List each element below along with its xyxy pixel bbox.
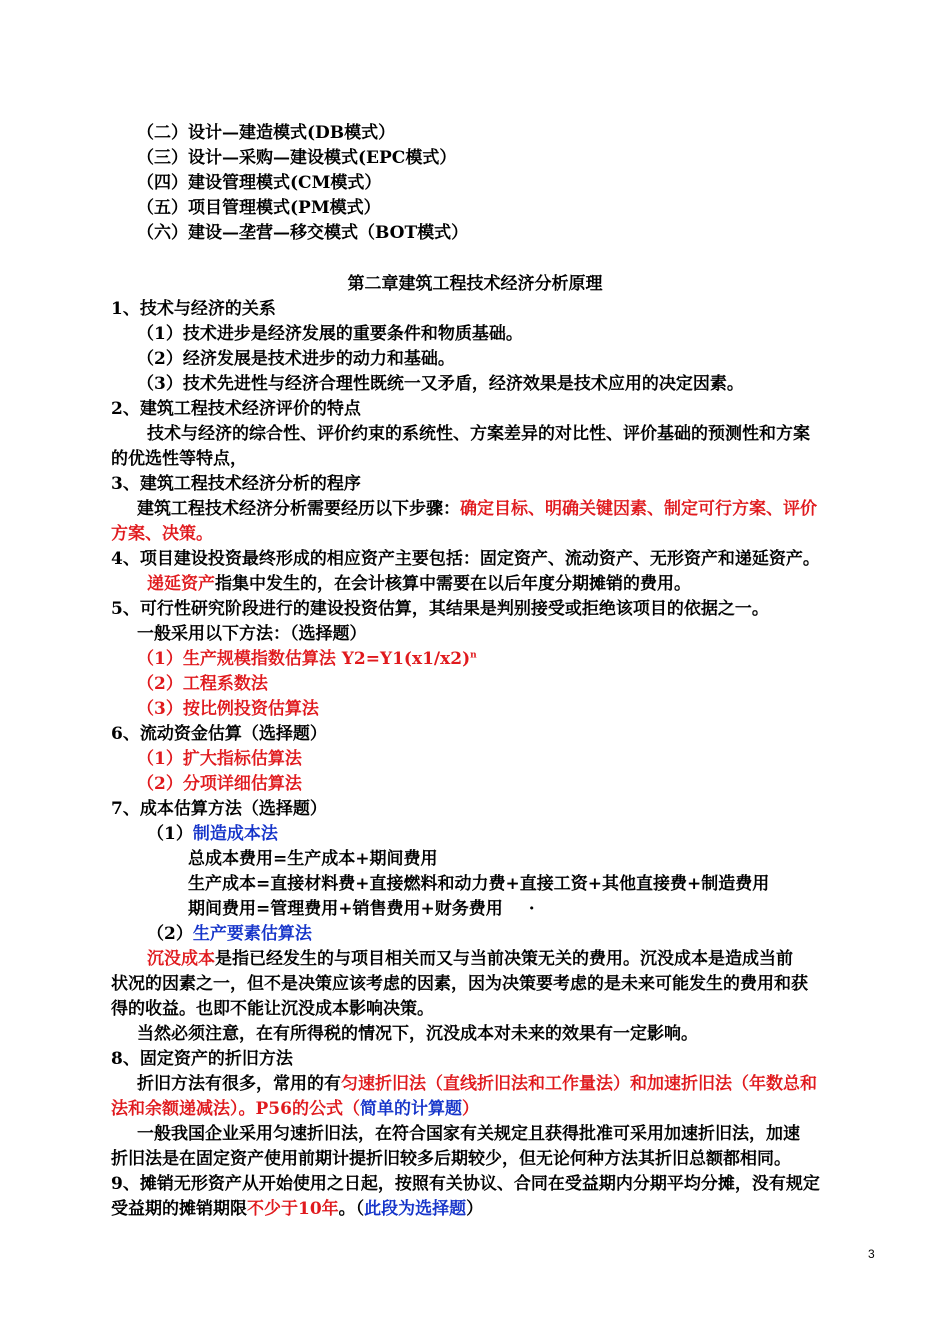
superscript: n (470, 650, 477, 661)
mode-item: （二）设计—建造模式(DB模式） (137, 123, 396, 143)
section-heading: 5、可行性研究阶段进行的建设投资估算，其结果是判别接受或拒绝该项目的依据之一。 (111, 599, 769, 619)
list-item: （2）工程系数法 (137, 674, 268, 694)
highlight-blue: 此段为选择题 (364, 1199, 467, 1219)
text: ） (466, 1199, 484, 1219)
paragraph-line: 状况的因素之一，但不是决策应该考虑的因素，因为决策要考虑的是未来可能发生的费用和获 (111, 974, 808, 994)
page-number: 3 (868, 1247, 875, 1261)
section-heading: 8、固定资产的折旧方法 (111, 1049, 293, 1069)
highlight-red: ） (461, 1099, 479, 1119)
text: 期间费用=管理费用+销售费用+财务费用 (188, 899, 503, 919)
text: 。（ (338, 1199, 365, 1219)
mode-item: （三）设计—采购—建设模式(EPC模式） (137, 148, 457, 168)
list-item: （3）按比例投资估算法 (137, 699, 319, 719)
highlight-red: 方案、决策。 (111, 524, 213, 544)
list-item: （2）分项详细估算法 (137, 774, 302, 794)
formula-line: 生产成本=直接材料费+直接燃料和动力费+直接工资+其他直接费+制造费用 (188, 874, 770, 894)
highlight-red: 匀速折旧法（直线折旧法和工作量法）和加速折旧法（年数总和 (341, 1074, 817, 1094)
formula-line: 总成本费用=生产成本+期间费用 (188, 849, 438, 869)
section-heading: 1、技术与经济的关系 (111, 299, 276, 319)
paragraph-line (147, 948, 950, 970)
paragraph-line: 技术与经济的综合性、评价约束的系统性、方案差异的对比性、评价基础的预测性和方案 (147, 424, 810, 444)
paragraph-line (137, 1073, 950, 1095)
chapter-title: 第二章建筑工程技术经济分析原理 (347, 274, 603, 294)
mode-item: （四）建设管理模式(CM模式） (137, 173, 382, 193)
highlight-red: 确定目标、明确关键因素、制定可行方案、评价 (460, 499, 817, 519)
paragraph-line: 得的收益。也即不能让沉没成本影响决策。 (111, 999, 434, 1019)
section-heading: 4、项目建设投资最终形成的相应资产主要包括：固定资产、流动资产、无形资产和递延资产。 (111, 549, 820, 569)
paragraph-line: 当然必须注意，在有所得税的情况下，沉没成本对未来的效果有一定影响。 (137, 1024, 698, 1044)
section-heading: 9、摊销无形资产从开始使用之日起，按照有关协议、合同在受益期内分期平均分摊，没有规定 (111, 1174, 820, 1194)
text: 建筑工程技术经济分析需要经历以下步骤： (137, 499, 460, 519)
text: 折旧方法有很多，常用的有 (137, 1074, 341, 1094)
text: · (528, 899, 535, 919)
paragraph-line (111, 1098, 950, 1120)
text: 指集中发生的，在会计核算中需要在以后年度分期摊销的费用。 (215, 574, 691, 594)
paragraph-line: 一般采用以下方法：（选择题） (137, 624, 367, 644)
section-heading: 6、流动资金估算（选择题） (111, 724, 327, 744)
text: 是指已经发生的与项目相关而又与当前决策无关的费用。沉没成本是造成当前 (215, 949, 793, 969)
paragraph-line (111, 1198, 950, 1220)
section-heading: 2、建筑工程技术经济评价的特点 (111, 399, 361, 419)
mode-item: （六）建设—垄营—移交模式（BOT模式） (137, 223, 469, 243)
paragraph-line: 折旧法是在固定资产使用前期计提折旧较多后期较少，但无论何种方法其折旧总额都相同。 (111, 1149, 791, 1169)
list-item: （2）经济发展是技术进步的动力和基础。 (137, 349, 455, 369)
highlight-red: 递延资产 (147, 574, 215, 594)
text: （1） (147, 824, 193, 844)
mode-item: （五）项目管理模式(PM模式） (137, 198, 381, 218)
paragraph-line (147, 573, 950, 595)
list-item (147, 823, 950, 845)
highlight-blue: 简单的计算题 (359, 1099, 462, 1119)
list-item (147, 923, 950, 945)
list-item: （3）技术先进性与经济合理性既统一又矛盾，经济效果是技术应用的决定因素。 (137, 374, 744, 394)
formula-line (188, 898, 950, 920)
list-item (137, 648, 950, 670)
highlight-blue: 生产要素估算法 (192, 924, 312, 944)
text: （1）生产规模指数估算法 Y2=Y1(x1/x2) (137, 649, 471, 669)
paragraph-line (137, 498, 950, 520)
list-item: （1）扩大指标估算法 (137, 749, 302, 769)
highlight-red: 沉没成本 (147, 949, 215, 969)
text: （2） (147, 924, 193, 944)
paragraph-line: 一般我国企业采用匀速折旧法，在符合国家有关规定且获得批准可采用加速折旧法，加速 (137, 1124, 800, 1144)
list-item: （1）技术进步是经济发展的重要条件和物质基础。 (137, 324, 523, 344)
paragraph-line: 的优选性等特点， (111, 449, 247, 469)
section-heading: 7、成本估算方法（选择题） (111, 799, 327, 819)
highlight-red: 法和余额递减法）。P56的公式（ (111, 1099, 360, 1119)
text: 受益期的摊销期限 (111, 1199, 247, 1219)
highlight-red: 不少于10年 (247, 1199, 339, 1219)
highlight-blue: 制造成本法 (192, 824, 278, 844)
section-heading: 3、建筑工程技术经济分析的程序 (111, 474, 361, 494)
